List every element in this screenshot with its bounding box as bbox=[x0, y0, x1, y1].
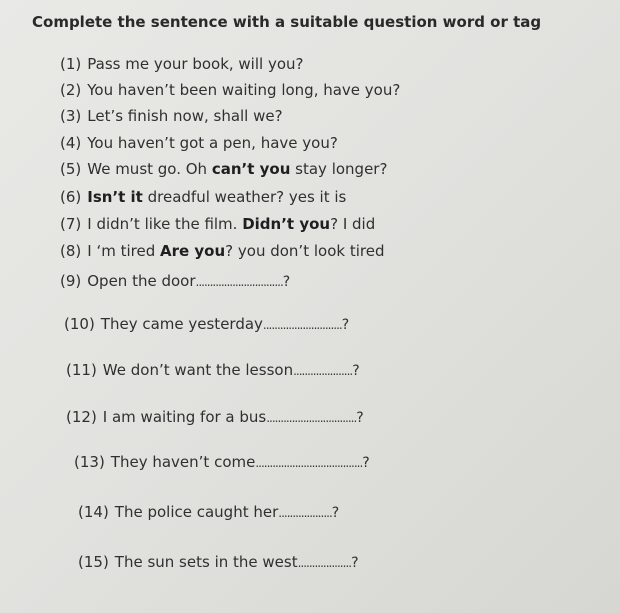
item-number: (9) bbox=[60, 272, 82, 290]
sentence-item bbox=[60, 134, 338, 152]
answer-blank: ............................ bbox=[262, 318, 342, 332]
sentence-item bbox=[78, 553, 359, 571]
sentence-item bbox=[60, 272, 290, 290]
sentence-item bbox=[60, 188, 346, 206]
item-number: (13) bbox=[74, 453, 105, 471]
sentence-text: They came yesterday bbox=[100, 315, 263, 333]
item-number: (8) bbox=[60, 242, 82, 260]
sentence-text: Let’s finish now, shall we? bbox=[87, 107, 283, 125]
sentence-text: I ‘m tired bbox=[87, 242, 160, 260]
item-number: (7) bbox=[60, 215, 82, 233]
answer-blank: ............................... bbox=[195, 275, 283, 289]
question-mark: ? bbox=[282, 274, 291, 290]
sentence-text: ? I did bbox=[330, 215, 376, 233]
sentence-item bbox=[78, 503, 339, 521]
sentence-text: stay longer? bbox=[290, 160, 388, 178]
question-mark: ? bbox=[352, 363, 360, 379]
item-number: (3) bbox=[60, 107, 82, 125]
sentence-text: Pass me your book, will you? bbox=[87, 55, 304, 73]
sentence-text: Open the door bbox=[87, 272, 196, 290]
sentence-item bbox=[60, 55, 303, 73]
item-number: (10) bbox=[64, 315, 95, 333]
question-mark: ? bbox=[362, 455, 370, 471]
sentence-item bbox=[74, 453, 370, 471]
bold-answer: Are you bbox=[160, 242, 226, 260]
item-number: (5) bbox=[60, 160, 82, 178]
sentence-text: The sun sets in the west bbox=[114, 553, 298, 571]
item-number: (14) bbox=[78, 503, 109, 521]
worksheet-title: Complete the sentence with a suitable question word or tag bbox=[32, 13, 542, 31]
question-mark: ? bbox=[351, 555, 359, 571]
sentence-item bbox=[66, 361, 360, 379]
question-mark: ? bbox=[331, 505, 340, 521]
sentence-item bbox=[60, 242, 384, 260]
sentence-text: I didn’t like the film. bbox=[87, 215, 243, 233]
question-mark: ? bbox=[356, 410, 364, 426]
answer-blank: ................... bbox=[297, 556, 352, 570]
sentence-text: We must go. Oh bbox=[87, 160, 212, 178]
sentence-text: You haven’t been waiting long, have you? bbox=[87, 81, 401, 99]
sentence-text: ? you don’t look tired bbox=[225, 242, 385, 260]
sentence-text: We don’t want the lesson bbox=[102, 361, 294, 379]
sentence-item bbox=[66, 408, 364, 426]
bold-answer: Isn’t it bbox=[87, 188, 143, 206]
sentence-text: You haven’t got a pen, have you? bbox=[87, 134, 338, 152]
answer-blank: ...................................... bbox=[255, 456, 363, 470]
sentence-text: dreadful weather? yes it is bbox=[142, 188, 347, 206]
item-number: (4) bbox=[60, 134, 82, 152]
sentence-text: They haven’t come bbox=[110, 453, 256, 471]
answer-blank: ..................... bbox=[293, 364, 353, 378]
sentence-item bbox=[60, 160, 387, 178]
sentence-item bbox=[64, 315, 349, 333]
answer-blank: ................................ bbox=[266, 411, 357, 425]
item-number: (11) bbox=[66, 361, 97, 379]
sentence-item bbox=[60, 107, 283, 125]
item-number: (12) bbox=[66, 408, 97, 426]
sentence-text: I am waiting for a bus bbox=[102, 408, 267, 426]
sentence-item bbox=[60, 215, 375, 233]
bold-answer: can’t you bbox=[211, 160, 291, 178]
bold-answer: Didn’t you bbox=[242, 215, 331, 233]
item-number: (2) bbox=[60, 81, 82, 99]
item-number: (15) bbox=[78, 553, 109, 571]
item-number: (1) bbox=[60, 55, 82, 73]
answer-blank: ................... bbox=[278, 506, 332, 520]
item-number: (6) bbox=[60, 188, 82, 206]
sentence-text: The police caught her bbox=[114, 503, 279, 521]
question-mark: ? bbox=[341, 317, 350, 333]
sentence-item bbox=[60, 81, 400, 99]
